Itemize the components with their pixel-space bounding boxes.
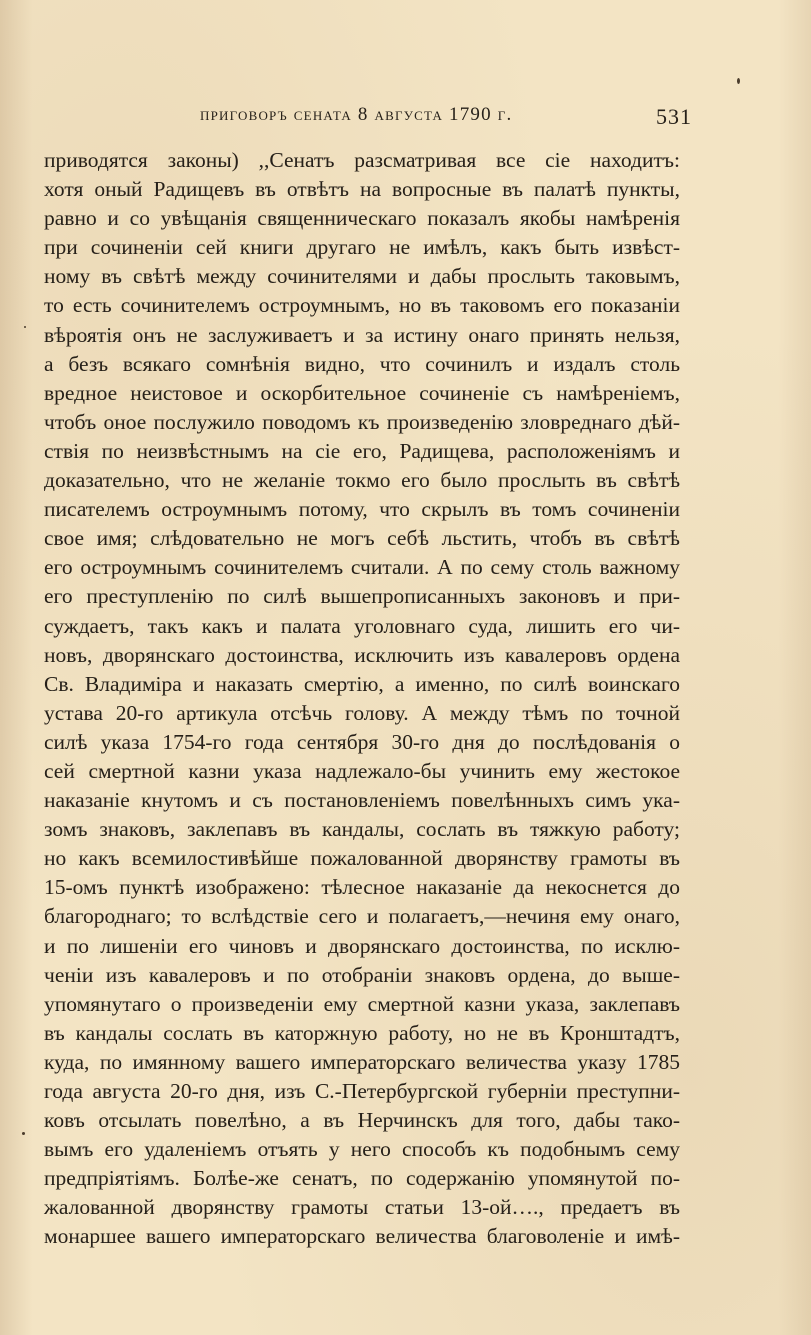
text-line: устава 20-го артикула отсѣчь голову. А между тѣмъ по точной [44, 700, 680, 725]
text-line: предпріятіямъ. Болѣе-же сенатъ, по содержанію упомянутой по- [44, 1166, 680, 1191]
text-line: ному въ свѣтѣ между сочинителями и дабы прослыть таковымъ, [44, 264, 680, 289]
text-line: хотя оный Радищевъ въ отвѣтъ на вопросные въ палатѣ пункты, [44, 177, 680, 202]
text-line: его преступленію по силѣ вышепрописанныхъ законовъ и при- [44, 584, 680, 609]
text-line: доказательно, что не желаніе токмо его было прослыть въ свѣтѣ [44, 468, 680, 493]
text-line: ченіи изъ кавалеровъ и по отобраніи знаковъ ордена, до выше- [44, 962, 680, 987]
text-line: вѣроятія онъ не заслуживаетъ и за истину онаго принять нельзя, [44, 322, 680, 347]
text-line: ковъ отсылать повелѣно, а въ Нерчинскъ для того, дабы тако- [44, 1108, 680, 1133]
text-line: ствія по неизвѣстнымъ на сіе его, Радищева, расположеніямъ и [44, 438, 680, 463]
text-line: приводятся законы) ,,Сенатъ разсматривая все сіе находитъ: [44, 148, 680, 172]
text-line: свое имя; слѣдовательно не могъ себѣ льстить, чтобъ въ свѣтѣ [44, 526, 680, 551]
text-line: въ кандалы сослать въ каторжную работу, но не въ Кронштадтъ, [44, 1020, 680, 1045]
body-text [44, 146, 680, 1252]
text-line: суждаетъ, такъ какъ и палата уголовнаго суда, лишить его чи- [44, 613, 680, 638]
paper-speck [737, 78, 740, 84]
text-line: куда, по имянному вашего императорскаго величества указу 1785 [44, 1049, 680, 1074]
text-line: 15-омъ пунктѣ изображено: тѣлесное наказаніе да некоснется до [44, 875, 680, 900]
text-line: зомъ знаковъ, заклепавъ въ кандалы, сослать въ тяжкую работу; [44, 817, 680, 842]
text-line: при сочиненіи сей книги другаго не имѣлъ, какъ быть извѣст- [44, 235, 680, 260]
text-line: вымъ его удаленіемъ отъять у него способъ къ подобнымъ сему [44, 1137, 680, 1162]
text-line: жалованной дворянству грамоты статьи 13-ой…., предаетъ въ [44, 1195, 680, 1220]
text-line: наказаніе кнутомъ и съ постановленіемъ повелѣнныхъ симъ ука- [44, 788, 680, 813]
text-line: то есть сочинителемъ остроумнымъ, но въ таковомъ его показаніи [44, 293, 680, 318]
text-line: Св. Владиміра и наказать смертію, а именно, по силѣ воинскаго [44, 671, 680, 696]
paper-speck [24, 326, 26, 328]
text-line: и по лишеніи его чиновъ и дворянскаго достоинства, по исклю- [44, 933, 680, 958]
running-title: приговоръ сената 8 августа 1790 г. [200, 104, 513, 125]
text-line: а безъ всякаго сомнѣнія видно, что сочинилъ и издалъ столь [44, 351, 680, 376]
text-line: силѣ указа 1754-го года сентября 30-го дня до послѣдованія о [44, 729, 680, 754]
page-number: 531 [656, 104, 692, 129]
text-line: равно и со увѣщанія священническаго показалъ якобы намѣренія [44, 206, 680, 231]
paper-speck [22, 1132, 25, 1135]
text-line: года августа 20-го дня, изъ С.-Петербургской губерніи преступни- [44, 1079, 680, 1103]
text-line: сей смертной казни указа надлежало-бы учинить ему жестокое [44, 758, 680, 783]
text-line: новъ, дворянскаго достоинства, исключить изъ кавалеровъ ордена [44, 642, 680, 667]
running-head [0, 104, 811, 134]
text-line: благороднаго; то вслѣдствіе сего и полагаетъ,—нечиня ему онаго, [44, 904, 680, 929]
text-line: чтобъ оное послужило поводомъ къ произведенію зловреднаго дѣй- [44, 409, 680, 434]
text-line: писателемъ остроумнымъ потому, что скрылъ въ томъ сочиненіи [44, 497, 680, 522]
text-line: монаршее вашего императорскаго величества благоволеніе и имѣ- [44, 1224, 680, 1249]
text-line: но какъ всемилостивѣйше пожалованной дворянству грамоты въ [44, 846, 680, 871]
text-line: его остроумнымъ сочинителемъ считали. А по сему столь важному [44, 555, 680, 580]
text-line: вредное неистовое и оскорбительное сочиненіе съ намѣреніемъ, [44, 380, 680, 405]
text-line: упомянутаго о произведеніи ему смертной казни указа, заклепавъ [44, 991, 680, 1016]
